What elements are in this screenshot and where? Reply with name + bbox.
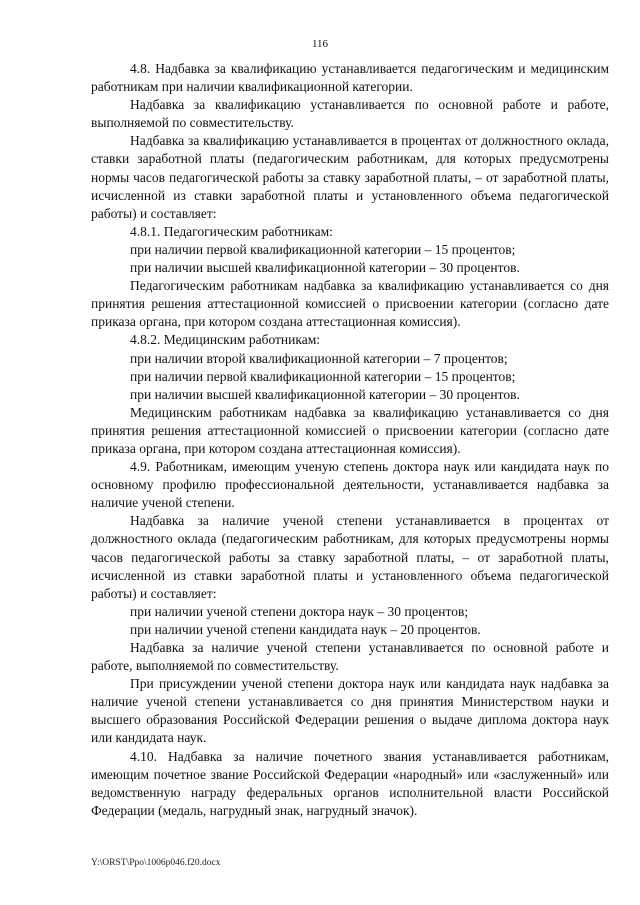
paragraph-degree-percent: Надбавка за наличие ученой степени устанавливается в процентах от должностного оклада (педагогическим работникам, для которых предусмотрены нормы часов педагогической работы за ставку заработной платы, – от заработной платы, исчисленной из ставки заработной платы и установленного объема педагогической работы) и составляет: — [91, 513, 609, 601]
paragraph-qualification-percent: Надбавка за квалификацию устанавливается в процентах от должностного оклада, ставки заработной платы (педагогическим работникам, для которых предусмотрены нормы часов педагогической работы за ставку заработной платы, – от заработной платы, исчисленной из ставки заработной платы и установленного объема педагогической работы) и составляет: — [91, 133, 609, 221]
list-item-doctor: при наличии ученой степени доктора наук – 30 процентов; — [130, 603, 469, 619]
heading-4-8-2: 4.8.2. Медицинским работникам: — [130, 332, 321, 348]
list-item-candidate: при наличии ученой степени кандидата наук – 20 процентов. — [130, 621, 481, 637]
paragraph-pedagogical-date: Педагогическим работникам надбавка за квалификацию устанавливается со дня принятия решения аттестационной комиссией о присвоении категории (согласно дате приказа органа, при котором создана аттестационная комиссия). — [91, 278, 609, 330]
footer-file-path: Y:\ORST\Ppo\1006p046.f20.docx — [91, 858, 221, 868]
paragraph-qualification-basis: Надбавка за квалификацию устанавливается по основной работе и работе, выполняемой по совместительству. — [91, 97, 609, 131]
page-number: 116 — [311, 38, 329, 50]
list-item-highest-category: при наличии высшей квалификационной категории – 30 процентов. — [130, 260, 520, 276]
paragraph-medical-date: Медицинским работникам надбавка за квалификацию устанавливается со дня принятия решения аттестационной комиссией о присвоении категории (согласно дате приказа органа, при котором создана аттестационная комиссия). — [91, 404, 609, 456]
paragraph-4-8: 4.8. Надбавка за квалификацию устанавливается педагогическим и медицинским работникам при наличии квалификационной категории. — [91, 61, 609, 95]
heading-4-8-1: 4.8.1. Педагогическим работникам: — [130, 223, 333, 239]
list-item-first-category: при наличии первой квалификационной категории – 15 процентов; — [130, 241, 516, 257]
list-item-highest-category-medical: при наличии высшей квалификационной категории – 30 процентов. — [130, 386, 520, 402]
paragraph-4-10: 4.10. Надбавка за наличие почетного звания устанавливается работникам, имеющим почетное звание Российской Федерации «народный» или «заслуженный» или ведомственную награду федеральных органов исполнительной власти Российской Федерации (медаль, нагрудный знак, нагрудный значок). — [91, 748, 609, 818]
paragraph-4-9: 4.9. Работникам, имеющим ученую степень доктора наук или кандидата наук по основному профилю профессиональной деятельности, устанавливается надбавка за наличие ученой степени. — [91, 459, 609, 511]
paragraph-degree-basis: Надбавка за наличие ученой степени устанавливается по основной работе и работе, выполняемой по совместительству. — [91, 640, 609, 674]
document-body — [91, 60, 609, 820]
list-item-first-category-medical: при наличии первой квалификационной категории – 15 процентов; — [130, 368, 516, 384]
list-item-second-category: при наличии второй квалификационной категории – 7 процентов; — [130, 350, 508, 366]
paragraph-degree-date: При присуждении ученой степени доктора наук или кандидата наук надбавка за наличие ученой степени устанавливается со дня принятия Министерством науки и высшего образования Российской Федерации решения о выдаче диплома доктора наук или кандидата наук. — [91, 676, 609, 746]
